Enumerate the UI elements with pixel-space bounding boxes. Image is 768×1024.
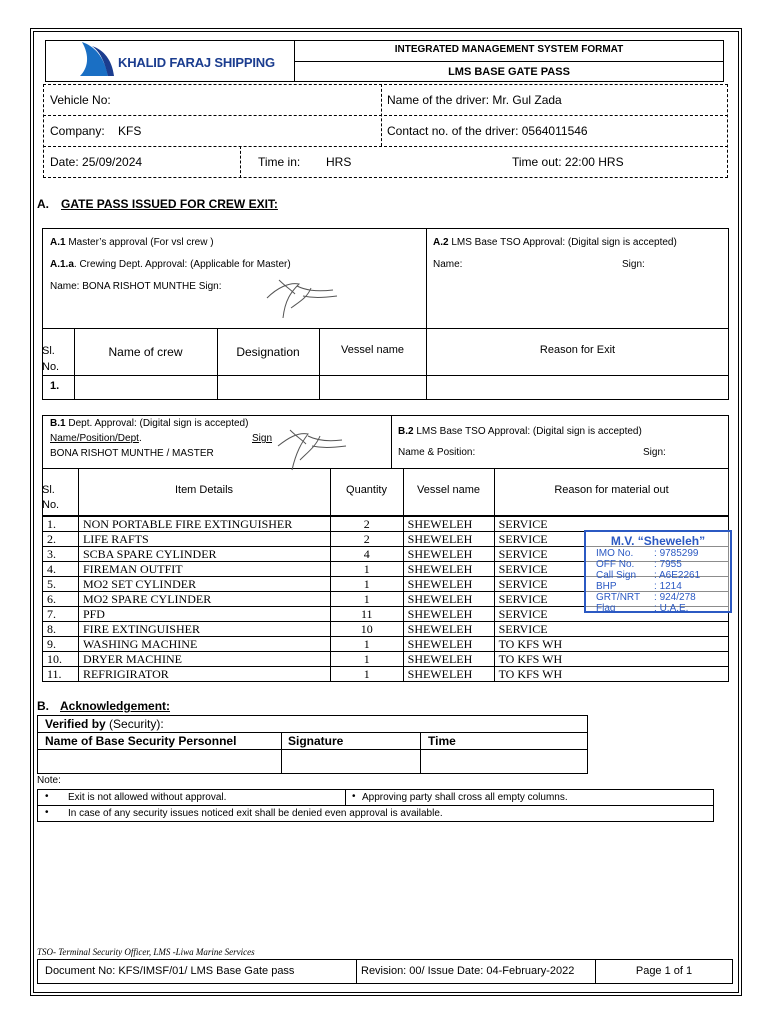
item-quantity: 2 (330, 532, 403, 547)
item-reason: SERVICE (494, 592, 728, 607)
section-a-letter: A. (37, 197, 49, 211)
stamp-line-colon: : (654, 581, 660, 592)
a2-line (433, 237, 677, 248)
stamp-line (596, 581, 730, 592)
item-details: REFRIGIRATOR (78, 667, 330, 682)
stamp-line-value: 924/278 (659, 592, 696, 603)
b1-line (50, 418, 248, 429)
item-reason: TO KFS WH (494, 637, 728, 652)
item-quantity: 11 (330, 607, 403, 622)
stamp-line (596, 570, 730, 581)
header-divider (294, 61, 724, 62)
item-vessel: SHEWELEH (403, 622, 494, 637)
item-vessel: SHEWELEH (403, 547, 494, 562)
a2-sign: Sign: (622, 259, 645, 270)
info-col-divider (381, 84, 382, 146)
a1a-text: . Crewing Dept. Approval: (Applicable for Master) (73, 259, 291, 270)
a-crew-header-top (42, 328, 729, 329)
item-details: WASHING MACHINE (78, 637, 330, 652)
items-col-item: Item Details (174, 484, 234, 496)
stamp-line-label: Flag (596, 603, 616, 614)
ack-col-2 (420, 732, 421, 774)
stamp-line (596, 559, 730, 570)
note-1: Exit is not allowed without approval. (68, 792, 227, 803)
b1-name-line (50, 433, 142, 444)
crew-col-name: Name of crew (108, 345, 183, 359)
item-vessel: SHEWELEH (403, 517, 494, 532)
a2-text: LMS Base TSO Approval: (Digital sign is accepted) (451, 237, 677, 248)
info-row-divider-2 (43, 146, 728, 147)
item-sl: 4. (43, 562, 79, 577)
item-vessel: SHEWELEH (403, 592, 494, 607)
ack-row-divider-1 (37, 732, 588, 733)
items-col-sl-2: No. (42, 499, 60, 511)
item-details: PFD (78, 607, 330, 622)
section-b-heading: Acknowledgement: (60, 699, 171, 713)
time-out-field: Time out: 22:00 HRS (512, 155, 624, 169)
crew-col-1 (74, 328, 75, 400)
footer-revision: Revision: 00/ Issue Date: 04-February-2022 (361, 965, 575, 977)
note-1-bullet: • (45, 791, 49, 802)
info-row-divider-1 (43, 115, 728, 116)
stamp-line-label: OFF No. (596, 559, 635, 570)
stamp-line-value: A6E2261 (659, 570, 701, 581)
items-col-sl-1: Sl. (42, 484, 55, 496)
item-vessel: SHEWELEH (403, 532, 494, 547)
stamp-line-label: Call Sign (596, 570, 637, 581)
item-sl: 3. (43, 547, 79, 562)
stamp-line (596, 592, 730, 603)
item-sl: 9. (43, 637, 79, 652)
item-details: NON PORTABLE FIRE EXTINGUISHER (78, 517, 330, 532)
item-vessel: SHEWELEH (403, 562, 494, 577)
stamp-line-value: U.A.E. (659, 603, 689, 614)
crew-col-sl-2: No. (42, 361, 60, 373)
item-sl: 11. (43, 667, 79, 682)
item-quantity: 1 (330, 652, 403, 667)
verified-by-line (45, 717, 164, 731)
crew-col-4 (426, 328, 427, 400)
info-col-divider-date (240, 146, 241, 178)
b1-name-value: BONA RISHOT MUNTHE / MASTER (50, 448, 214, 459)
dept-signature-icon (270, 416, 360, 476)
item-sl: 2. (43, 532, 79, 547)
info-grid (43, 84, 728, 178)
item-details: SCBA SPARE CYLINDER (78, 547, 330, 562)
system-title: INTEGRATED MANAGEMENT SYSTEM FORMAT (394, 44, 624, 55)
a1-ref: A.1 (50, 237, 66, 248)
item-reason: TO KFS WH (494, 652, 728, 667)
b1-text: Dept. Approval: (Digital sign is accepted) (68, 418, 249, 429)
footer-abbreviations: TSO- Terminal Security Officer, LMS -Liwa Marine Services (37, 947, 255, 957)
a-approvals-divider (426, 228, 427, 328)
stamp-line (596, 603, 730, 614)
b2-sign: Sign: (643, 447, 666, 458)
item-reason: SERVICE (494, 547, 728, 562)
verified-by-label: Verified by (45, 717, 106, 731)
b1-sign-label: Sign (252, 433, 273, 444)
b2-line (398, 426, 642, 437)
company-value: KFS (118, 124, 142, 138)
stamp-line-colon: : (654, 592, 660, 603)
stamp-line-colon: : (654, 570, 660, 581)
item-vessel: SHEWELEH (403, 667, 494, 682)
crew-col-3 (319, 328, 320, 400)
a1a-ref: A.1.a (50, 259, 74, 270)
item-vessel: SHEWELEH (403, 637, 494, 652)
item-quantity: 1 (330, 637, 403, 652)
item-reason: SERVICE (494, 577, 728, 592)
footer-col-1 (356, 959, 357, 984)
date-field: Date: 25/09/2024 (50, 155, 143, 169)
item-details: FIRE EXTINGUISHER (78, 622, 330, 637)
items-col-vessel: Vessel name (417, 484, 480, 496)
crew-row-1-sl: 1. (50, 380, 60, 392)
vehicle-no-label: Vehicle No: (50, 93, 111, 107)
b-approvals-divider (391, 415, 392, 469)
item-sl: 10. (43, 652, 79, 667)
item-row (43, 622, 729, 637)
stamp-lines (586, 548, 730, 614)
item-quantity: 4 (330, 547, 403, 562)
item-reason: SERVICE (494, 562, 728, 577)
item-vessel: SHEWELEH (403, 652, 494, 667)
item-details: DRYER MACHINE (78, 652, 330, 667)
verified-by-suffix: (Security): (109, 717, 164, 731)
a1-line (50, 237, 214, 248)
stamp-title: M.V. “Sheweleh” (610, 534, 706, 548)
note-2: Approving party shall cross all empty columns. (362, 792, 568, 803)
stamp-line-value: 7955 (659, 559, 682, 570)
item-vessel: SHEWELEH (403, 577, 494, 592)
ack-row-divider-2 (37, 749, 588, 750)
crew-col-designation: Designation (236, 345, 300, 359)
item-reason: SERVICE (494, 607, 728, 622)
note-2-bullet: • (352, 791, 356, 802)
items-col-qty: Quantity (346, 484, 387, 496)
crew-col-sl-1: Sl. (42, 345, 55, 357)
item-details: LIFE RAFTS (78, 532, 330, 547)
item-quantity: 10 (330, 622, 403, 637)
item-quantity: 1 (330, 667, 403, 682)
ack-col-signature: Signature (288, 734, 344, 748)
item-sl: 7. (43, 607, 79, 622)
a1-text: Master’s approval (For vsl crew ) (68, 237, 214, 248)
company-label: Company: (50, 124, 105, 138)
crew-col-reason: Reason for Exit (539, 344, 616, 356)
driver-name: Name of the driver: Mr. Gul Zada (387, 93, 562, 107)
item-vessel: SHEWELEH (403, 607, 494, 622)
time-in-label: Time in: (258, 155, 301, 169)
ship-stamp (584, 530, 732, 613)
b1-ref: B.1 (50, 418, 66, 429)
stamp-line-label: GRT/NRT (596, 592, 641, 603)
a1-name: Name: BONA RISHOT MUNTHE Sign: (50, 281, 222, 292)
crew-col-2 (217, 328, 218, 400)
stamp-line-colon: : (654, 603, 660, 614)
item-reason: SERVICE (494, 622, 728, 637)
footer-page: Page 1 of 1 (635, 965, 693, 977)
item-quantity: 2 (330, 517, 403, 532)
driver-contact: Contact no. of the driver: 0564011546 (387, 124, 588, 138)
a2-ref: A.2 (433, 237, 449, 248)
item-details: MO2 SET CYLINDER (78, 577, 330, 592)
item-quantity: 1 (330, 577, 403, 592)
ack-col-1 (281, 732, 282, 774)
b2-name: Name & Position: (398, 447, 476, 458)
note-3: In case of any security issues noticed exit shall be denied even approval is available. (68, 808, 443, 819)
ack-col-personnel: Name of Base Security Personnel (45, 734, 237, 748)
item-details: FIREMAN OUTFIT (78, 562, 330, 577)
stamp-line-value: 1214 (659, 581, 682, 592)
item-sl: 6. (43, 592, 79, 607)
notes-row-divider (37, 805, 714, 806)
section-b-letter: B. (37, 699, 49, 713)
note-label: Note: (37, 775, 61, 786)
b2-text: LMS Base TSO Approval: (Digital sign is accepted) (416, 426, 642, 437)
b1-name-label: Name/Position/Dept (50, 433, 139, 444)
time-in-value: HRS (326, 155, 352, 169)
stamp-line-label: BHP (596, 581, 617, 592)
item-row (43, 637, 729, 652)
notes-col-divider (345, 789, 346, 805)
master-signature-icon (255, 268, 355, 324)
stamp-line-label: IMO No. (596, 548, 634, 559)
stamp-line-colon: : (654, 548, 660, 559)
b1-name-dot: . (138, 433, 142, 444)
b2-ref: B.2 (398, 426, 414, 437)
footer-document-no: Document No: KFS/IMSF/01/ LMS Base Gate pass (45, 965, 295, 977)
company-logo-icon (78, 40, 120, 80)
stamp-line-colon: : (654, 559, 660, 570)
company-name: KHALID FARAJ SHIPPING (118, 55, 275, 70)
stamp-line (596, 548, 730, 559)
item-reason: SERVICE (494, 532, 728, 547)
item-details: MO2 SPARE CYLINDER (78, 592, 330, 607)
item-sl: 8. (43, 622, 79, 637)
section-a-heading: GATE PASS ISSUED FOR CREW EXIT: (61, 197, 278, 211)
stamp-line-value: 9785299 (659, 548, 699, 559)
ack-col-time: Time (428, 734, 456, 748)
item-reason: SERVICE (494, 517, 728, 532)
item-row (43, 652, 729, 667)
crew-table-row-divider (42, 375, 729, 376)
crew-col-vessel: Vessel name (341, 344, 404, 356)
item-reason: TO KFS WH (494, 667, 728, 682)
a2-name: Name: (433, 259, 463, 270)
item-sl: 5. (43, 577, 79, 592)
items-col-reason: Reason for material out (554, 484, 669, 496)
item-sl: 1. (43, 517, 79, 532)
note-3-bullet: • (45, 807, 49, 818)
form-title: LMS BASE GATE PASS (448, 66, 570, 78)
item-row (43, 667, 729, 682)
item-quantity: 1 (330, 592, 403, 607)
item-quantity: 1 (330, 562, 403, 577)
